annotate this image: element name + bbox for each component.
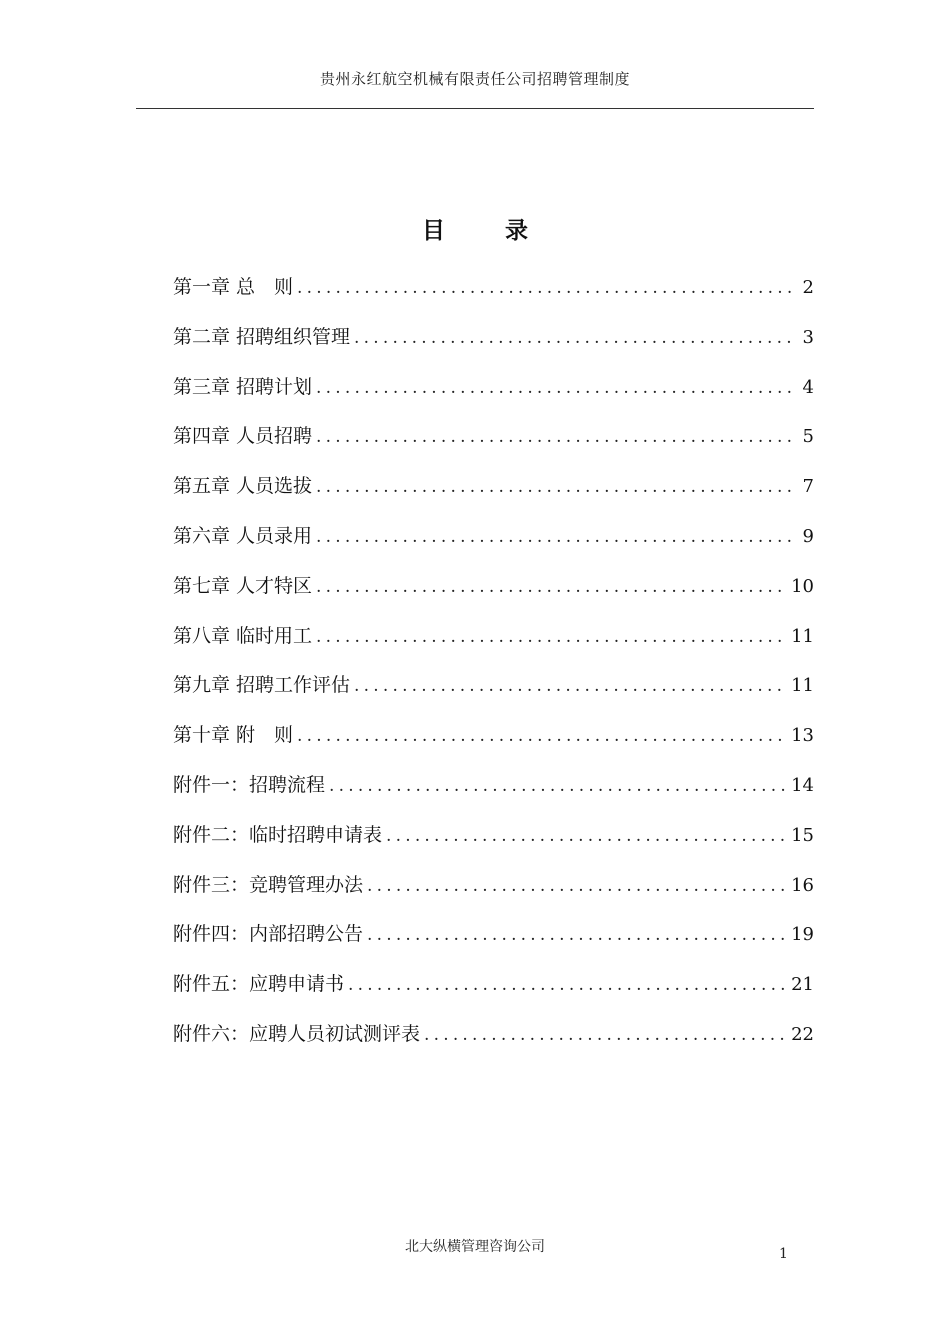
toc-entry-page: 11 <box>791 625 814 647</box>
toc-entry-page: 22 <box>791 1023 814 1045</box>
toc-entry-label: 附件一：招聘流程 <box>173 773 326 796</box>
toc-list <box>173 272 814 1069</box>
toc-entry[interactable] <box>173 870 814 920</box>
toc-entry-label: 第九章 招聘工作评估 <box>173 674 351 697</box>
toc-entry[interactable] <box>173 1019 814 1069</box>
toc-entry-label: 第四章 人员招聘 <box>173 425 313 448</box>
toc-entry[interactable] <box>173 720 814 770</box>
toc-entry[interactable] <box>173 471 814 521</box>
toc-leader-dots <box>367 876 785 896</box>
toc-entry-label: 附件四：内部招聘公告 <box>173 923 364 946</box>
toc-leader-dots <box>329 776 785 796</box>
toc-entry-label: 第八章 临时用工 <box>173 624 313 647</box>
toc-leader-dots <box>297 726 785 746</box>
toc-entry-page: 5 <box>802 426 814 448</box>
toc-entry-label: 第十章 附 则 <box>173 724 294 747</box>
toc-entry-page: 15 <box>791 824 814 846</box>
toc-entry[interactable] <box>173 621 814 671</box>
toc-entry[interactable] <box>173 272 814 322</box>
toc-entry[interactable] <box>173 322 814 372</box>
toc-entry-label: 第二章 招聘组织管理 <box>173 325 351 348</box>
toc-entry[interactable] <box>173 372 814 422</box>
toc-leader-dots <box>348 975 785 995</box>
toc-entry[interactable] <box>173 421 814 471</box>
toc-entry-page: 11 <box>791 675 814 697</box>
toc-leader-dots <box>424 1025 785 1045</box>
toc-entry-label: 第六章 人员录用 <box>173 524 313 547</box>
toc-entry-page: 2 <box>802 277 814 298</box>
toc-entry-label: 第五章 人员选拔 <box>173 475 313 498</box>
toc-entry-page: 7 <box>802 476 814 498</box>
toc-leader-dots <box>316 477 794 497</box>
header-divider <box>136 108 814 109</box>
page-footer: 北大纵横管理咨询公司 <box>405 1239 545 1255</box>
toc-leader-dots <box>297 278 794 298</box>
toc-entry[interactable] <box>173 969 814 1019</box>
page-header: 贵州永红航空机械有限责任公司招聘管理制度 <box>319 70 630 88</box>
toc-entry-label: 第三章 招聘计划 <box>173 375 313 398</box>
toc-leader-dots <box>316 577 785 597</box>
page-number: 1 <box>779 1246 788 1262</box>
toc-leader-dots <box>316 527 794 547</box>
toc-entry-label: 附件三：竞聘管理办法 <box>173 873 364 896</box>
toc-leader-dots <box>354 676 785 696</box>
toc-entry-page: 9 <box>802 525 814 547</box>
toc-entry-label: 第一章 总 则 <box>173 276 294 298</box>
toc-leader-dots <box>386 826 785 846</box>
toc-leader-dots <box>316 627 785 647</box>
toc-leader-dots <box>316 378 794 398</box>
toc-entry-page: 14 <box>791 774 814 796</box>
toc-entry-label: 附件二：临时招聘申请表 <box>173 823 383 846</box>
toc-entry-label: 附件五：应聘申请书 <box>173 973 345 996</box>
toc-entry-page: 21 <box>791 974 814 996</box>
toc-title: 目 录 <box>421 218 554 244</box>
toc-entry-page: 4 <box>802 376 814 398</box>
toc-leader-dots <box>367 925 785 945</box>
toc-entry[interactable] <box>173 571 814 621</box>
toc-entry-label: 第七章 人才特区 <box>173 574 313 597</box>
toc-entry[interactable] <box>173 521 814 571</box>
toc-leader-dots <box>354 328 794 348</box>
toc-entry-page: 3 <box>802 326 814 348</box>
toc-entry-page: 13 <box>791 725 814 747</box>
toc-entry-page: 19 <box>791 924 814 946</box>
toc-entry[interactable] <box>173 919 814 969</box>
toc-entry-label: 附件六：应聘人员初试测评表 <box>173 1022 421 1045</box>
toc-leader-dots <box>316 427 794 447</box>
toc-entry[interactable] <box>173 820 814 870</box>
toc-entry[interactable] <box>173 670 814 720</box>
toc-entry[interactable] <box>173 770 814 820</box>
toc-entry-page: 10 <box>791 575 814 597</box>
toc-entry-page: 16 <box>791 874 814 896</box>
